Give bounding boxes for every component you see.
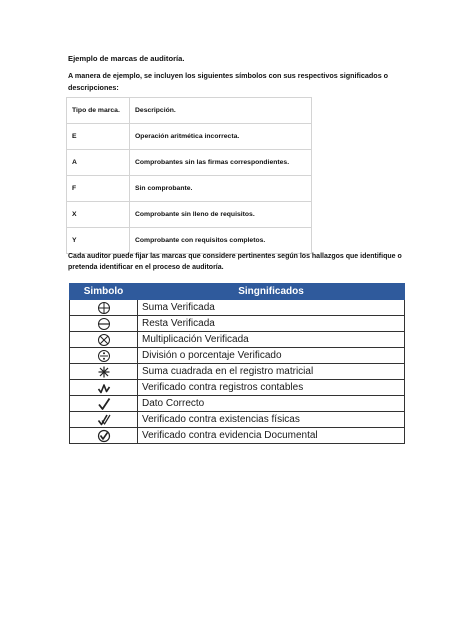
symbols-table [69,283,405,444]
symbol-meaning: Verificado contra registros contables [138,380,405,396]
mark-description: Operación aritmética incorrecta. [130,124,312,150]
circle-divide-icon [97,349,111,363]
symbol-meaning: Suma Verificada [138,300,405,316]
table-row [67,150,312,176]
mark-type: Y [67,228,130,254]
zigzag-check-icon [97,381,111,395]
table-row [67,176,312,202]
table-row [70,316,405,332]
audit-marks-table [66,97,312,254]
mark-type: A [67,150,130,176]
table-header-row [67,98,312,124]
symbol-meaning: Resta Verificada [138,316,405,332]
table-row [70,364,405,380]
column-header-meaning: Singnificados [138,284,405,300]
circle-plus-icon [97,301,111,315]
double-check-icon [97,413,111,427]
mark-type: E [67,124,130,150]
circle-minus-icon [97,317,111,331]
symbol-meaning: Multiplicación Verificada [138,332,405,348]
table-row [70,396,405,412]
table-row [67,228,312,254]
column-header-symbol: Simbolo [70,284,138,300]
mark-description: Sin comprobante. [130,176,312,202]
column-header-type: Tipo de marca. [67,98,130,124]
symbol-meaning: Verificado contra existencias físicas [138,412,405,428]
circle-times-icon [97,333,111,347]
table-row [70,380,405,396]
check-icon [97,397,111,411]
mark-description: Comprobantes sin las firmas correspondientes. [130,150,312,176]
intro-text: A manera de ejemplo, se incluyen los siguientes símbolos con sus respectivos significados o descripciones: [68,71,389,92]
mark-description: Comprobante con requisitos completos. [130,228,312,254]
symbol-meaning: Dato Correcto [138,396,405,412]
column-header-description: Descripción. [130,98,312,124]
mark-description: Comprobante sin lleno de requisitos. [130,202,312,228]
table-row [67,124,312,150]
mark-type: X [67,202,130,228]
table-row [70,300,405,316]
symbol-meaning: División o porcentaje Verificado [138,348,405,364]
table-row [70,412,405,428]
page-heading: Ejemplo de marcas de auditoría. [68,54,185,63]
symbol-meaning: Verificado contra evidencia Documental [138,428,405,444]
circle-check-icon [97,429,111,443]
table-row [67,202,312,228]
table-row [70,428,405,444]
mark-type: F [67,176,130,202]
symbols-header-row [70,284,405,300]
table-row [70,332,405,348]
paragraph-text: Cada auditor puede fijar las marcas que considere pertinentes según los hallazgos que identifique o pretenda identificar en el proceso de auditoría. [68,253,402,271]
asterisk-icon [97,365,111,379]
table-row [70,348,405,364]
symbol-meaning: Suma cuadrada en el registro matricial [138,364,405,380]
